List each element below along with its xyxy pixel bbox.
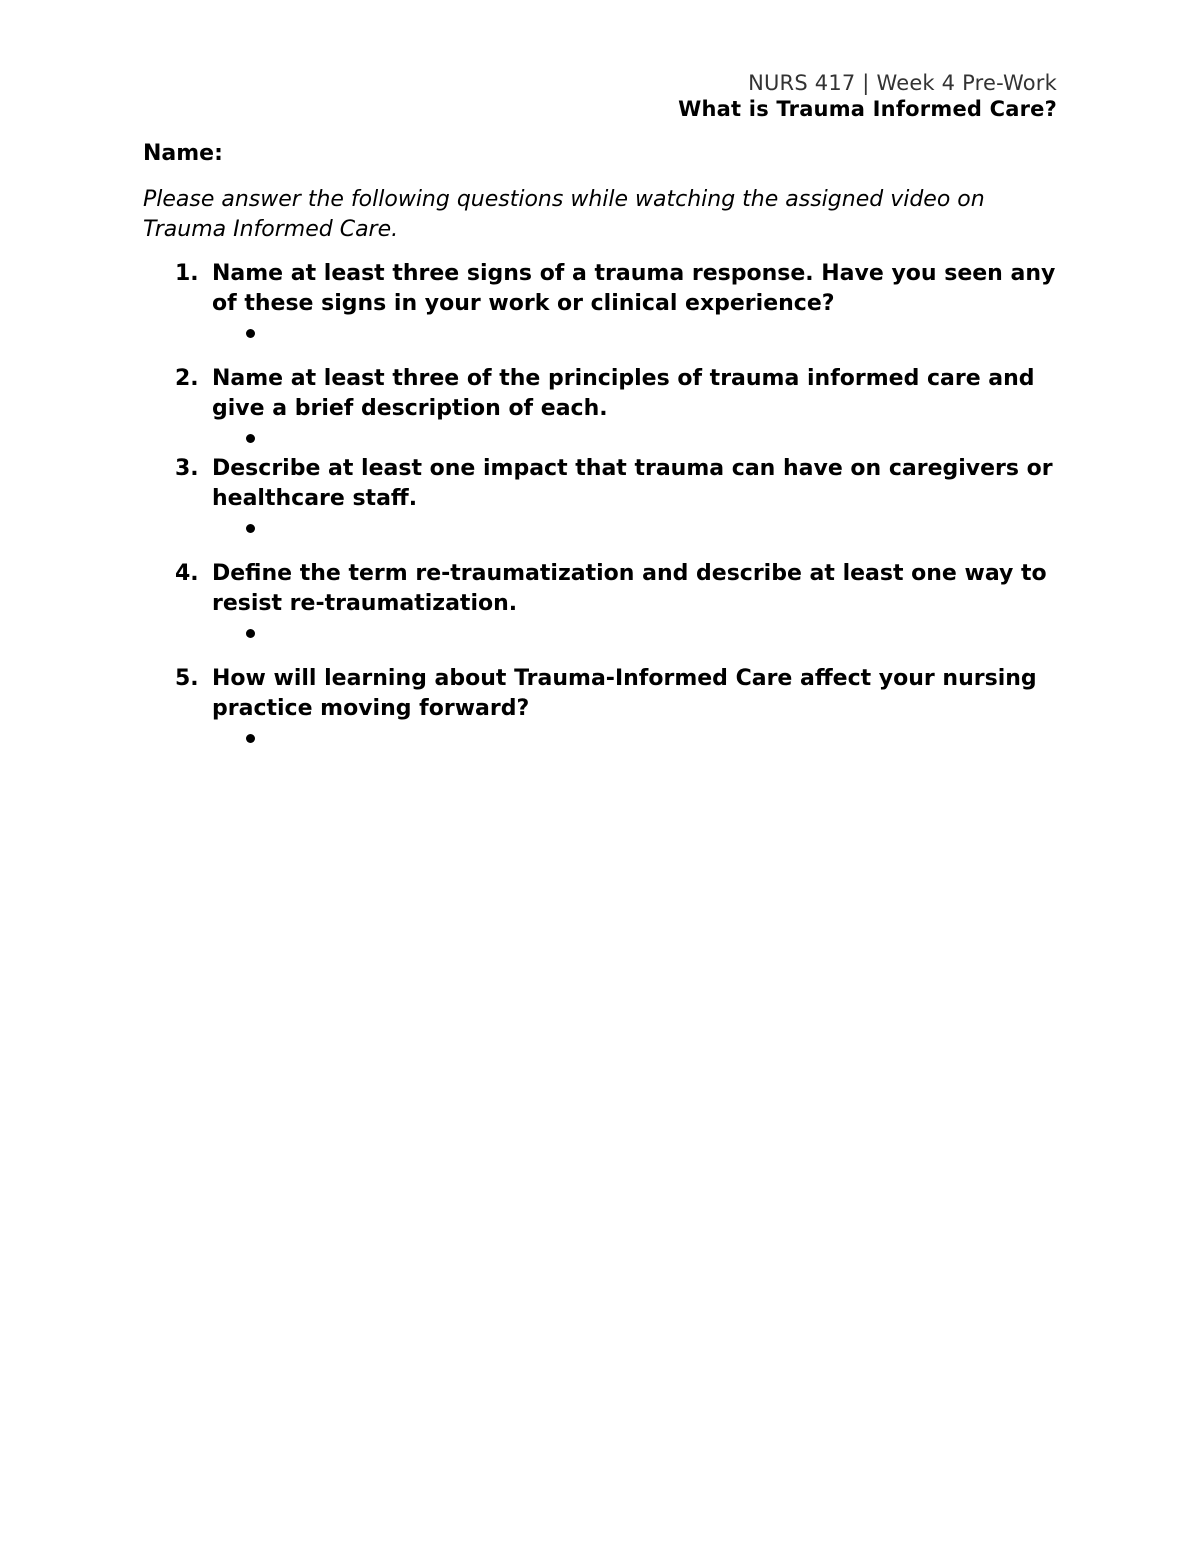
bullet-icon: [246, 734, 255, 743]
question-item: [143, 664, 1063, 754]
question-text: Name at least three signs of a trauma response. Have you seen any of these signs in your work or clinical experience?: [212, 261, 1056, 316]
question-list: [143, 259, 1063, 754]
answer-bullet[interactable]: [246, 619, 1063, 649]
question-item: [143, 259, 1063, 364]
course-label: NURS 417 | Week 4 Pre-Work: [748, 71, 1057, 95]
question-number: 3.: [175, 456, 199, 481]
question-item: [143, 559, 1063, 664]
page-header: [678, 70, 1057, 122]
document-title: What is Trauma Informed Care?: [678, 97, 1057, 121]
question-text: Describe at least one impact that trauma can have on caregivers or healthcare staff.: [212, 456, 1053, 511]
bullet-icon: [246, 629, 255, 638]
bullet-icon: [246, 434, 255, 443]
worksheet-body: [143, 139, 1063, 754]
instructions-text: Please answer the following questions while watching the assigned video on Trauma Informed Care.: [143, 187, 985, 242]
question-item: [143, 364, 1063, 454]
question-item: [143, 454, 1063, 559]
question-number: 4.: [175, 561, 199, 586]
answer-bullet[interactable]: [246, 514, 1063, 544]
question-number: 5.: [175, 666, 199, 691]
bullet-icon: [246, 329, 255, 338]
question-number: 1.: [175, 261, 199, 286]
bullet-icon: [246, 524, 255, 533]
question-text: Define the term re-traumatization and describe at least one way to resist re-traumatization.: [212, 561, 1047, 616]
answer-bullet[interactable]: [246, 724, 1063, 754]
question-text: Name at least three of the principles of trauma informed care and give a brief description of each.: [212, 366, 1035, 421]
name-label: Name:: [143, 141, 223, 166]
answer-bullet[interactable]: [246, 319, 1063, 349]
question-text: How will learning about Trauma-Informed Care affect your nursing practice moving forward?: [212, 666, 1037, 721]
question-number: 2.: [175, 366, 199, 391]
answer-bullet[interactable]: [246, 424, 1063, 454]
